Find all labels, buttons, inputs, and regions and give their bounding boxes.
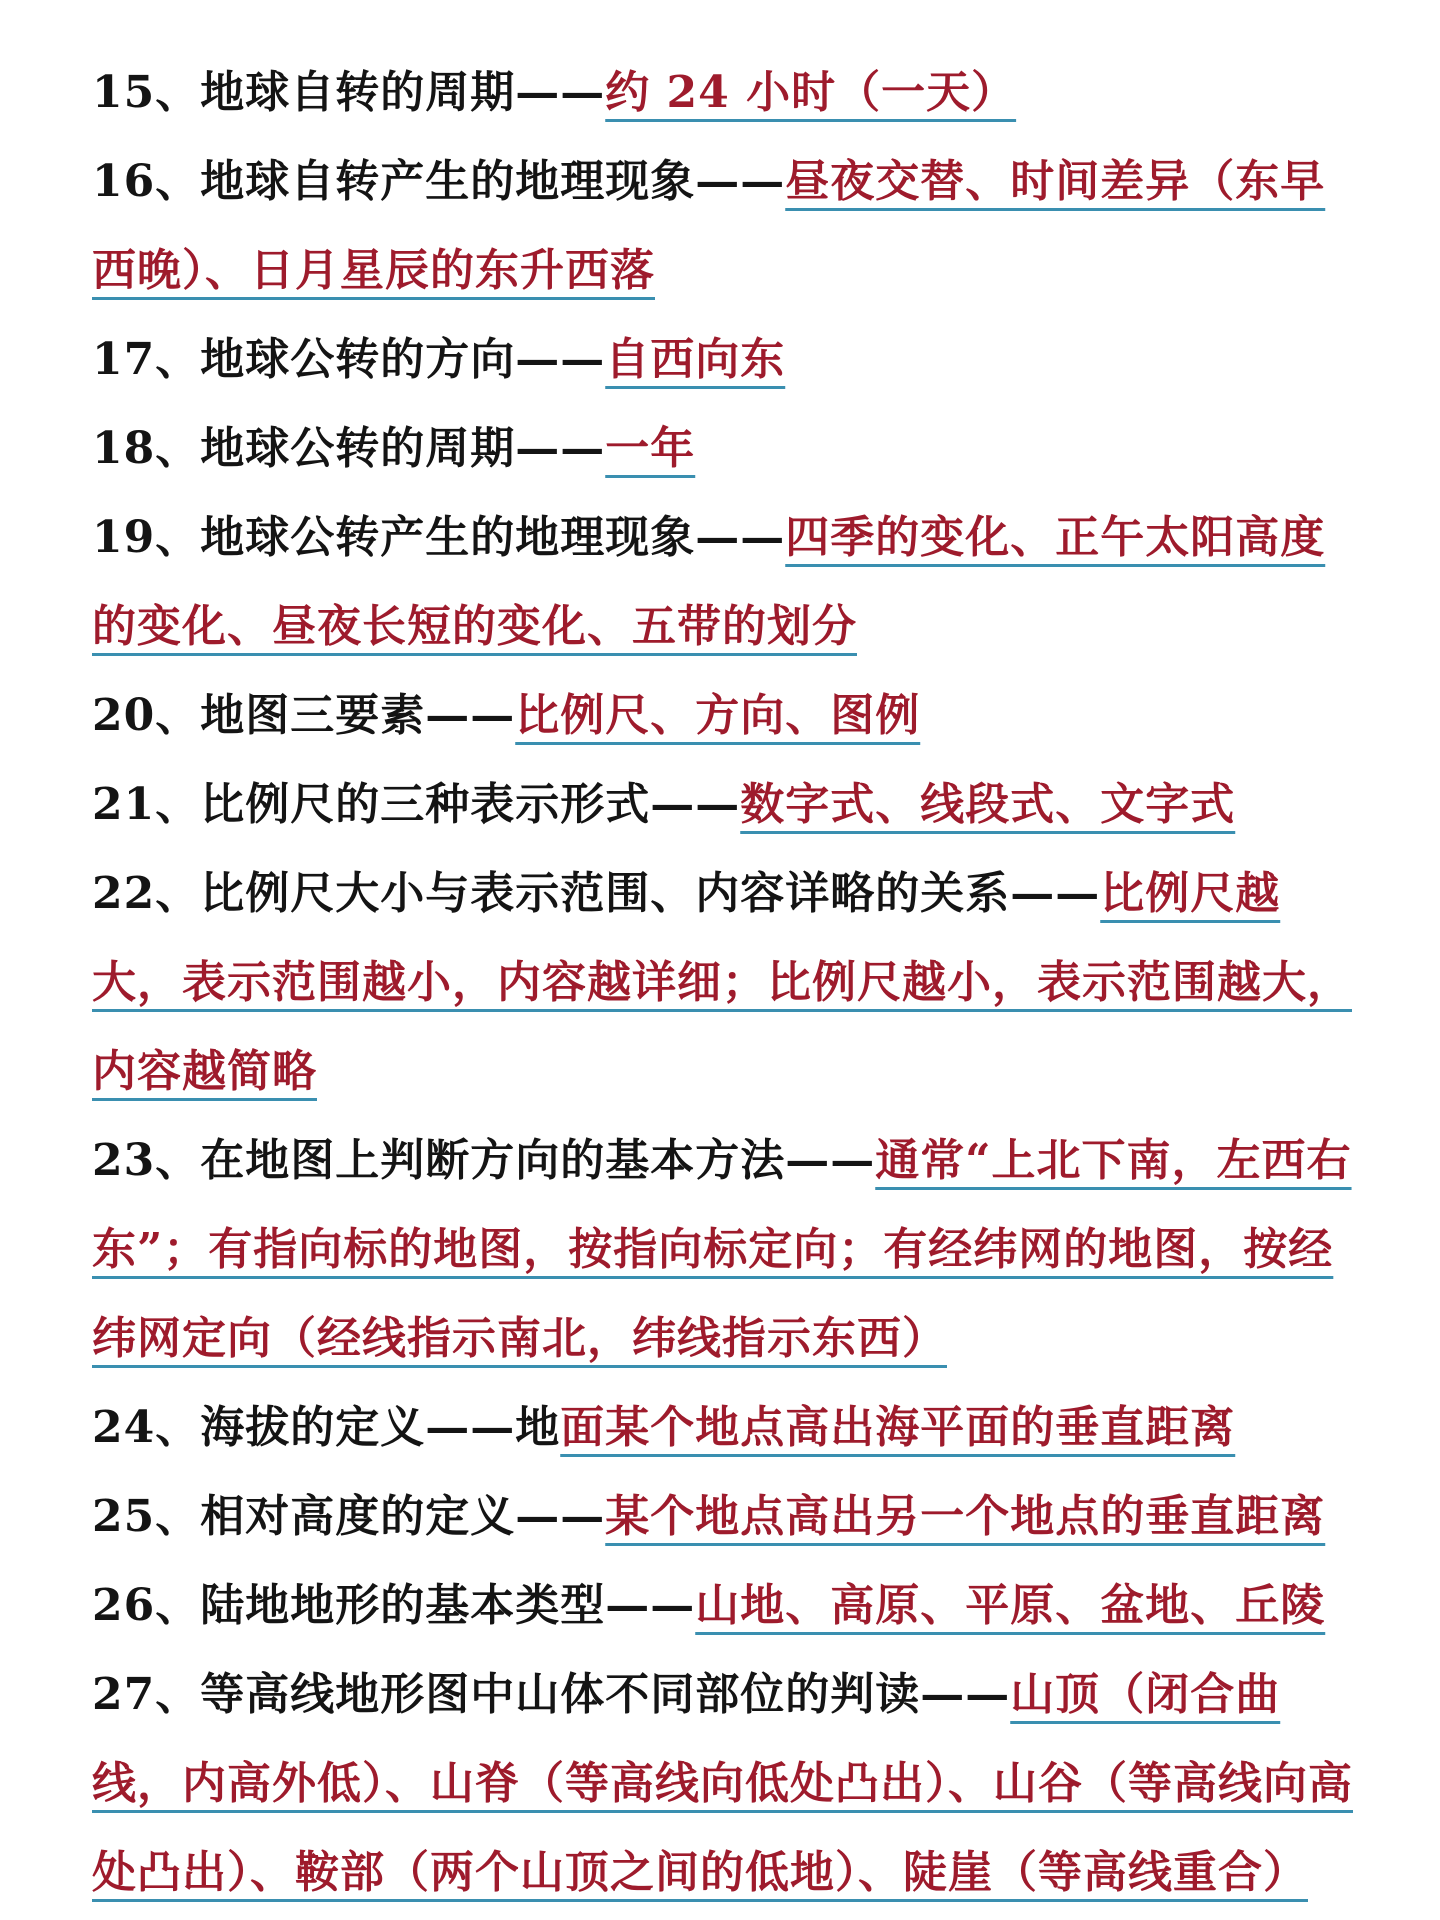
question-text: 20、地图三要素—— [92,690,516,741]
note-item-16 [92,137,1362,315]
answer-text: 某个地点高出另一个地点的垂直距离 [605,1491,1326,1542]
answer-text: 约 24 小时（一天） [605,67,1017,118]
question-text: 24、海拔的定义——地 [92,1402,561,1453]
answer-text: 山顶（闭合曲线，内高外低）、山脊（等高线向低处凸出）、山谷（等高线向高处凸出）、鞍部（两个山顶之间的低地）、陡崖（等高线重合） [92,1669,1353,1898]
answer-text: 自西向东 [605,334,786,385]
question-text: 15、地球自转的周期—— [92,67,606,118]
note-item-22 [92,849,1362,1116]
answer-text: 比例尺、方向、图例 [515,690,921,741]
note-item-17 [92,315,1362,404]
answer-text: 昼夜交替、时间差异（东早西晚）、日月星辰的东升西落 [92,156,1326,296]
notes-page [92,48,1362,1917]
answer-text: 一年 [605,423,696,474]
question-text: 21、比例尺的三种表示形式—— [92,779,741,830]
note-item-27 [92,1650,1362,1917]
question-text: 17、地球公转的方向—— [92,334,606,385]
answer-text: 山地、高原、平原、盆地、丘陵 [695,1580,1326,1631]
question-text: 19、地球公转产生的地理现象—— [92,512,786,563]
note-item-25 [92,1472,1362,1561]
note-item-15 [92,48,1362,137]
question-text: 26、陆地地形的基本类型—— [92,1580,696,1631]
note-item-26 [92,1561,1362,1650]
note-item-24 [92,1383,1362,1472]
answer-text: 通常“上北下南，左西右东”；有指向标的地图，按指向标定向；有经纬网的地图，按经纬网定向（经线指示南北，纬线指示东西） [92,1135,1352,1364]
answer-text: 比例尺越大，表示范围越小，内容越详细；比例尺越小，表示范围越大，内容越简略 [92,868,1352,1097]
question-text: 23、在地图上判断方向的基本方法—— [92,1135,876,1186]
answer-text: 四季的变化、正午太阳高度的变化、昼夜长短的变化、五带的划分 [92,512,1326,652]
note-item-18 [92,404,1362,493]
note-item-21 [92,760,1362,849]
question-text: 16、地球自转产生的地理现象—— [92,156,786,207]
note-item-20 [92,671,1362,760]
question-text: 27、等高线地形图中山体不同部位的判读—— [92,1669,1011,1720]
question-text: 22、比例尺大小与表示范围、内容详略的关系—— [92,868,1101,919]
note-item-19 [92,493,1362,671]
question-text: 18、地球公转的周期—— [92,423,606,474]
note-item-23 [92,1116,1362,1383]
answer-text: 数字式、线段式、文字式 [740,779,1236,830]
question-text: 25、相对高度的定义—— [92,1491,606,1542]
answer-text: 面某个地点高出海平面的垂直距离 [560,1402,1236,1453]
